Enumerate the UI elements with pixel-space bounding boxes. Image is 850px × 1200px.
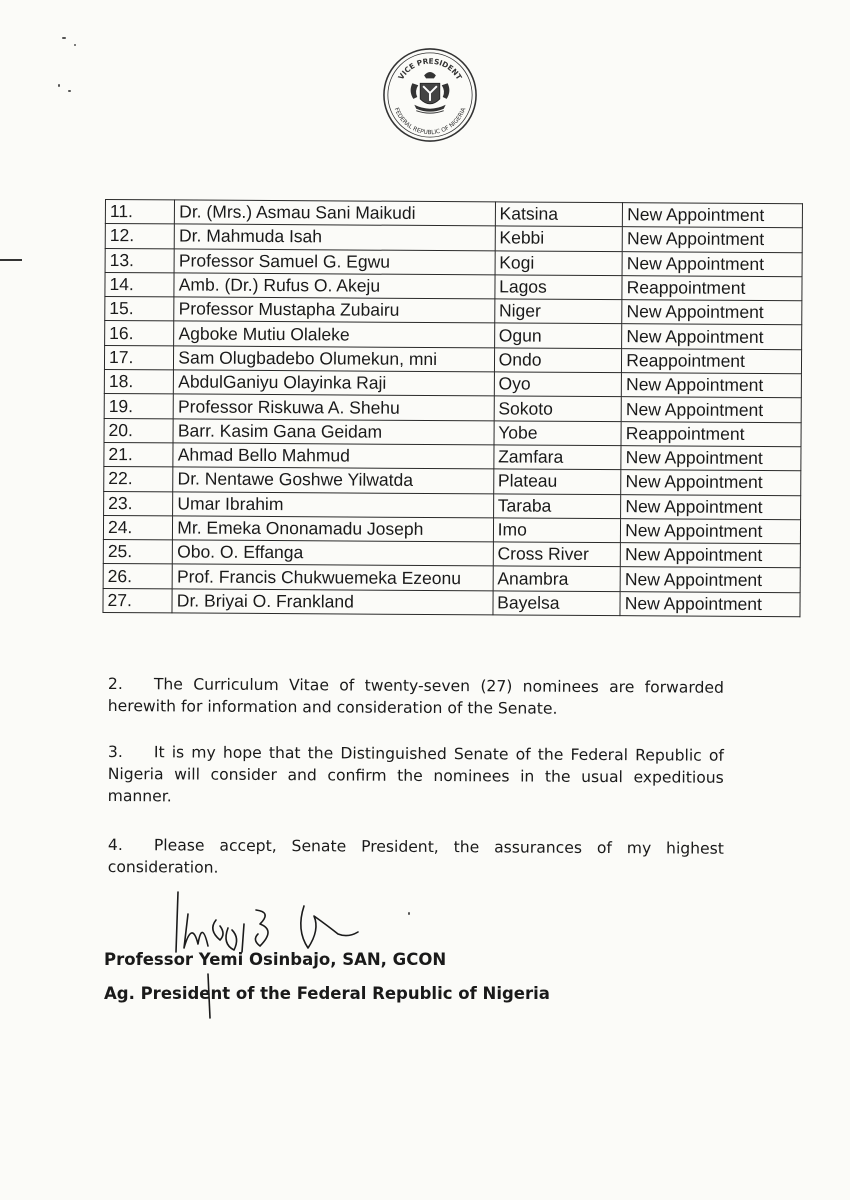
- nominee-name: AbdulGaniyu Olayinka Raji: [174, 370, 495, 396]
- signer-title: Ag. President of the Federal Republic of Nigeria: [104, 984, 550, 1003]
- nominee-name: Obo. O. Effanga: [173, 540, 494, 566]
- coat-of-arms-icon: [381, 46, 479, 144]
- nominee-state: Zamfara: [494, 445, 622, 470]
- nominee-name: Dr. (Mrs.) Asmau Sani Maikudi: [175, 200, 496, 226]
- paragraph-text: It is my hope that the Distinguished Senate of the Federal Republic of Nigeria will consider and confirm the nominees in the usual expeditious manner.: [107, 743, 724, 806]
- paragraph-number: 2.: [107, 674, 123, 694]
- row-number: 14.: [105, 272, 174, 297]
- row-number: 22.: [104, 467, 173, 492]
- svg-text:VICE PRESIDENT: VICE PRESIDENT: [396, 56, 464, 82]
- svg-text:FEDERAL REPUBLIC OF NIGERIA: FEDERAL REPUBLIC OF NIGERIA: [392, 107, 468, 137]
- row-number: 11.: [105, 200, 174, 225]
- table-row: [105, 321, 802, 350]
- table-row: [104, 467, 801, 496]
- appointment-status: New Appointment: [621, 446, 801, 471]
- row-number: 15.: [105, 297, 174, 322]
- nominee-state: Bayelsa: [493, 591, 621, 616]
- appointment-status: Reappointment: [621, 421, 801, 446]
- paragraph-number: 4.: [107, 835, 123, 855]
- scan-speck: [74, 44, 76, 46]
- nominee-name: Professor Samuel G. Egwu: [174, 249, 495, 275]
- nominee-name: Dr. Nentawe Goshwe Yilwatda: [173, 467, 494, 493]
- table-row: [104, 442, 801, 471]
- appointment-status: New Appointment: [623, 203, 803, 228]
- row-number: 17.: [104, 345, 173, 370]
- nominee-name: Agboke Mutiu Olaleke: [174, 321, 495, 347]
- nominee-name: Dr. Mahmuda Isah: [174, 224, 495, 250]
- row-number: 12.: [105, 224, 174, 249]
- nominee-state: Oyo: [494, 372, 622, 397]
- appointment-status: New Appointment: [622, 300, 802, 325]
- row-number: 19.: [104, 394, 173, 419]
- appointment-status: New Appointment: [621, 470, 801, 495]
- nominee-state: Ogun: [494, 323, 622, 348]
- table-row: [103, 515, 800, 544]
- nominee-name: Mr. Emeka Ononamadu Joseph: [173, 516, 494, 542]
- nominees-table: [102, 199, 803, 617]
- signer-name: Professor Yemi Osinbajo, SAN, GCON: [104, 950, 447, 969]
- paragraph-text: Please accept, Senate President, the assurances of my highest consideration.: [107, 836, 724, 877]
- table-row: [105, 200, 802, 229]
- nominee-state: Cross River: [493, 542, 621, 567]
- nominee-state: Lagos: [495, 275, 623, 300]
- appointment-status: New Appointment: [622, 324, 802, 349]
- nominee-state: Imo: [493, 518, 621, 543]
- table-row: [104, 491, 801, 520]
- scan-speck: [68, 90, 71, 92]
- table-row: [103, 540, 800, 569]
- appointment-status: New Appointment: [622, 373, 802, 398]
- nominee-state: Sokoto: [494, 396, 622, 421]
- vice-president-seal: [381, 46, 479, 144]
- nominee-name: Professor Riskuwa A. Shehu: [173, 394, 494, 420]
- table-row: [104, 370, 801, 399]
- row-number: 21.: [104, 442, 173, 467]
- appointment-status: Reappointment: [622, 348, 802, 373]
- table-row: [104, 394, 801, 423]
- row-number: 26.: [103, 564, 172, 589]
- appointment-status: New Appointment: [622, 227, 802, 252]
- paragraph-number: 3.: [107, 742, 123, 762]
- row-number: 23.: [104, 491, 173, 516]
- appointment-status: New Appointment: [620, 567, 800, 592]
- paragraph-4: [108, 834, 724, 882]
- nominee-name: Ahmad Bello Mahmud: [173, 443, 494, 469]
- nominee-state: Kebbi: [495, 226, 623, 251]
- appointment-status: New Appointment: [622, 251, 802, 276]
- row-number: 16.: [105, 321, 174, 346]
- nominee-state: Ondo: [494, 348, 622, 373]
- table-row: [105, 297, 802, 326]
- appointment-status: New Appointment: [621, 397, 801, 422]
- table-row: [103, 588, 800, 617]
- table-row: [103, 564, 800, 593]
- appointment-status: New Appointment: [621, 494, 801, 519]
- row-number: 13.: [105, 248, 174, 273]
- scan-speck: [58, 84, 60, 87]
- nominee-name: Prof. Francis Chukwuemeka Ezeonu: [172, 564, 493, 590]
- appointment-status: New Appointment: [620, 543, 800, 568]
- scan-edge-mark: [0, 259, 22, 261]
- nominee-state: Taraba: [493, 493, 621, 518]
- nominee-state: Anambra: [493, 566, 621, 591]
- nominee-name: Barr. Kasim Gana Geidam: [173, 419, 494, 445]
- table-row: [105, 224, 802, 253]
- nominee-state: Yobe: [494, 421, 622, 446]
- row-number: 25.: [103, 540, 172, 565]
- row-number: 18.: [104, 370, 173, 395]
- nominee-name: Sam Olugbadebo Olumekun, mni: [174, 346, 495, 372]
- appointment-status: New Appointment: [621, 519, 801, 544]
- scan-speck: [62, 37, 66, 39]
- paragraph-text: The Curriculum Vitae of twenty-seven (27) nominees are forwarded herewith for information and consideration of the Senate.: [107, 675, 724, 718]
- nominee-state: Plateau: [493, 469, 621, 494]
- nominee-name: Dr. Briyai O. Frankland: [172, 589, 493, 615]
- nominee-state: Niger: [494, 299, 622, 324]
- appointment-status: New Appointment: [620, 591, 800, 616]
- row-number: 27.: [103, 588, 172, 613]
- table-row: [105, 248, 802, 277]
- table-row: [104, 345, 801, 374]
- table-row: [105, 272, 802, 301]
- row-number: 24.: [103, 515, 172, 540]
- nominee-name: Professor Mustapha Zubairu: [174, 297, 495, 323]
- nominee-name: Amb. (Dr.) Rufus O. Akeju: [174, 273, 495, 299]
- paragraph-3: [108, 741, 724, 811]
- row-number: 20.: [104, 418, 173, 443]
- nominee-state: Kogi: [495, 250, 623, 275]
- scan-speck: [408, 912, 410, 915]
- appointment-status: Reappointment: [622, 276, 802, 301]
- table-row: [104, 418, 801, 447]
- nominee-state: Katsina: [495, 202, 623, 227]
- nominee-name: Umar Ibrahim: [173, 491, 494, 517]
- paragraph-2: [108, 673, 724, 721]
